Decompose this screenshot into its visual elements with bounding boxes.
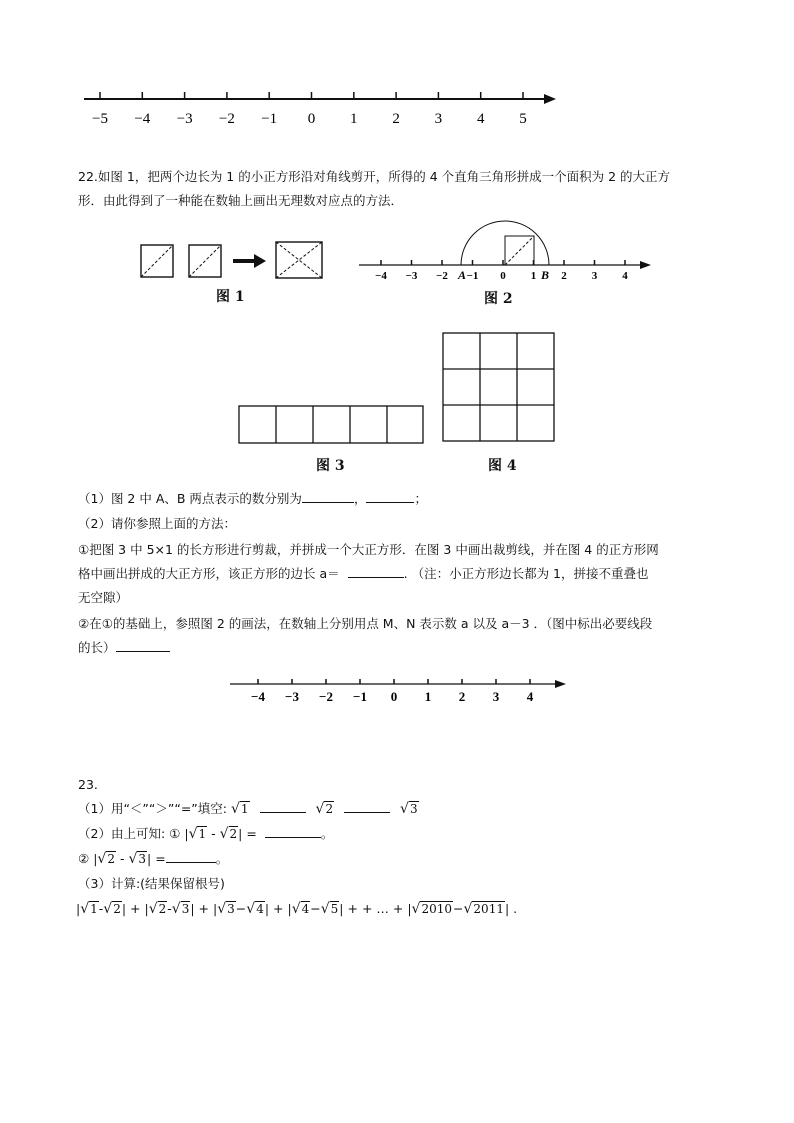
q23-part3: ② |√2 - √3| = 。 [78,851,229,867]
bottom-number-line [226,675,576,709]
tick-label: 2 [458,689,466,704]
fig2-point-b: B [541,268,550,282]
figure-4 [440,330,560,445]
tick-label: −3 [285,689,299,704]
fig3-label: 图 3 [316,458,345,474]
compare-blank-2[interactable] [344,800,390,813]
tick-label: −5 [92,111,108,127]
tick-label: 1 [350,111,358,127]
q22-sub1-line1: ①把图 3 中 5×1 的长方形进行剪裁，并拼成一个大正方形．在图 3 中画出裁剪线，并在图 4 的正方形网 [78,542,659,557]
q22-line1 [78,168,670,186]
q22-sub1-line2: 格中画出拼成的大正方形，该正方形的边长 a＝ . （注：小正方形边长都为 1，拼接不重叠也 [78,566,649,581]
small-square-1 [141,245,173,277]
tick-label: 2 [561,270,567,282]
tick-label: 4 [622,270,628,282]
top-number-line [78,88,568,128]
tick-label: −2 [218,111,235,127]
small-square-2 [189,245,221,277]
q22-number: 22. [78,169,98,184]
tick-label: 0 [500,270,506,282]
tick-label: 1 [424,689,432,704]
tick-label: −1 [466,270,479,282]
tick-label: 1 [530,270,537,282]
abs-term: |√3−√4| [213,901,270,917]
tick-label: 4 [526,689,534,704]
abs-term: |√4−√5| [287,901,344,917]
q23-part4: （3）计算:(结果保留根号) [78,876,225,891]
answer-blank-side-length[interactable] [348,565,404,578]
fig4-label: 图 4 [488,458,517,474]
q23-part2: （2）由上可知: ① |√1 - √2| = 。 [78,826,334,842]
big-square [276,242,322,278]
fig2-point-a: A [458,268,467,282]
tick-label: −4 [134,111,151,127]
tick-label: 3 [591,270,598,282]
fig1-label: 图 1 [216,289,245,305]
q22-line2: 形．由此得到了一种能在数轴上画出无理数对应点的方法． [78,193,404,208]
q22-sub2-line2: 的长） [78,639,170,657]
tick-label: 2 [392,111,400,127]
tick-label: −3 [405,270,418,282]
q22-part1: （1）图 2 中 A、B 两点表示的数分别为 ， ； [78,491,427,506]
answer-blank-p2[interactable] [265,825,321,838]
sqrt-3: √3 [400,801,418,817]
abs-term: |√1-√2| [76,901,127,917]
answer-blank-a[interactable] [302,490,354,503]
tick-label: −4 [375,270,387,282]
q23-part1: （1）用“＜”“＞”“=”填空: √1 √2 √3 [78,801,418,817]
compare-blank-1[interactable] [260,800,306,813]
figure-2 [355,220,655,290]
answer-blank-b[interactable] [366,490,414,503]
tick-label: −4 [251,689,265,704]
q22-text-line1: 如图 1，把两个边长为 1 的小正方形沿对角线剪开，所得的 4 个直角三角形拼成一个面积为 2 的大正方 [97,169,671,184]
q22-part2: （2）请你参照上面的方法： [78,516,236,531]
tick-label: 0 [307,111,316,127]
sqrt-2: √2 [315,801,334,817]
answer-blank-p3[interactable] [166,850,216,863]
diagonal [505,236,534,265]
q22-sub1-line3: 无空隙） [78,590,129,605]
tick-label: −2 [436,270,448,282]
q22-sub2-line1: ②在①的基础上，参照图 2 的画法，在数轴上分别用点 M、N 表示数 a 以及 a－3 ．（图中标出必要线段 [78,616,653,631]
tick-label: 3 [434,111,443,127]
tick-label: 5 [519,111,527,127]
sqrt-1: √1 [230,801,249,817]
tick-label: −1 [353,689,367,704]
tick-label: −2 [319,689,333,704]
tick-label: −1 [261,111,278,127]
abs-term: |√2-√3| [144,901,195,917]
tick-label: 3 [492,689,500,704]
q23-number: 23. [78,777,98,792]
q23-expression: |√1-√2| + |√2-√3| + |√3−√4| + |√4−√5| + + … + |√2010−√2011| . [76,901,518,917]
tick-label: 0 [390,689,398,704]
tick-label: −3 [176,111,193,127]
fig2-label: 图 2 [484,291,513,307]
answer-blank-mn[interactable] [116,639,170,652]
tick-label: 4 [476,111,485,127]
arrow-icon [233,254,266,268]
figure-3 [236,403,428,445]
